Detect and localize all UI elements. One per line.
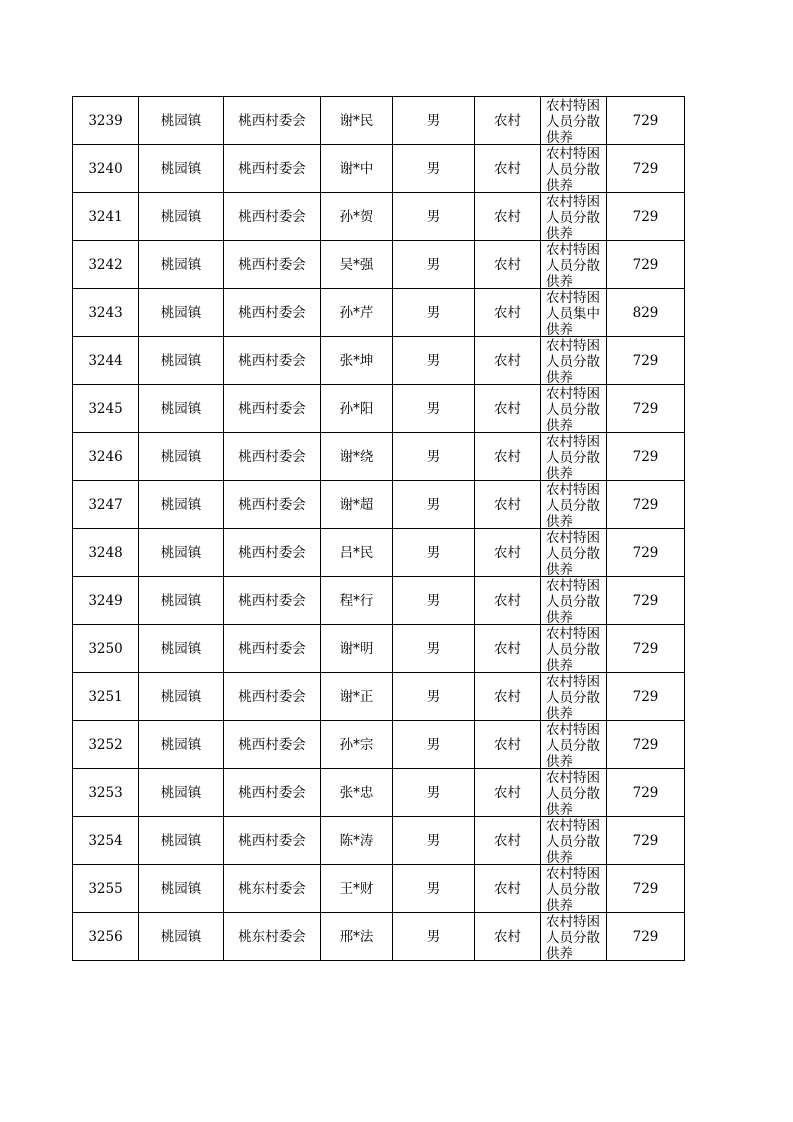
cell-support-category — [541, 721, 607, 769]
table-row — [73, 97, 685, 145]
cell-gender: 男 — [393, 97, 475, 145]
cell-town: 桃园镇 — [139, 721, 224, 769]
cell-village-committee: 桃西村委会 — [224, 433, 321, 481]
table-row — [73, 625, 685, 673]
cell-village-committee: 桃西村委会 — [224, 625, 321, 673]
cell-serial-no: 3248 — [73, 529, 139, 577]
cell-amount: 729 — [607, 673, 685, 721]
cell-gender: 男 — [393, 385, 475, 433]
support-category-text: 农村特困人员分散供养 — [546, 673, 600, 720]
cell-amount: 729 — [607, 385, 685, 433]
cell-support-category — [541, 241, 607, 289]
cell-town: 桃园镇 — [139, 145, 224, 193]
cell-support-category — [541, 97, 607, 145]
cell-support-category — [541, 817, 607, 865]
cell-serial-no: 3254 — [73, 817, 139, 865]
cell-support-category — [541, 865, 607, 913]
cell-amount: 729 — [607, 337, 685, 385]
cell-village-committee: 桃西村委会 — [224, 337, 321, 385]
cell-support-category — [541, 769, 607, 817]
cell-village-committee: 桃西村委会 — [224, 529, 321, 577]
cell-gender: 男 — [393, 145, 475, 193]
beneficiary-table — [72, 96, 685, 961]
cell-serial-no: 3241 — [73, 193, 139, 241]
cell-village-committee: 桃东村委会 — [224, 913, 321, 961]
support-category-text: 农村特困人员分散供养 — [546, 193, 600, 240]
cell-area-type: 农村 — [475, 673, 541, 721]
cell-town: 桃园镇 — [139, 481, 224, 529]
table-row — [73, 337, 685, 385]
cell-gender: 男 — [393, 289, 475, 337]
table-row — [73, 433, 685, 481]
cell-village-committee: 桃西村委会 — [224, 721, 321, 769]
support-category-text: 农村特困人员分散供养 — [546, 817, 600, 864]
cell-amount: 729 — [607, 193, 685, 241]
cell-village-committee: 桃西村委会 — [224, 577, 321, 625]
cell-support-category — [541, 673, 607, 721]
cell-town: 桃园镇 — [139, 289, 224, 337]
cell-amount: 729 — [607, 481, 685, 529]
cell-gender: 男 — [393, 337, 475, 385]
table-body — [73, 97, 685, 961]
cell-amount: 729 — [607, 625, 685, 673]
cell-area-type: 农村 — [475, 145, 541, 193]
cell-area-type: 农村 — [475, 865, 541, 913]
cell-support-category — [541, 385, 607, 433]
cell-area-type: 农村 — [475, 913, 541, 961]
support-category-text: 农村特困人员分散供养 — [546, 433, 600, 480]
cell-area-type: 农村 — [475, 721, 541, 769]
cell-serial-no: 3256 — [73, 913, 139, 961]
cell-village-committee: 桃西村委会 — [224, 481, 321, 529]
cell-name: 谢*民 — [321, 97, 393, 145]
table-row — [73, 577, 685, 625]
table-row — [73, 529, 685, 577]
cell-village-committee: 桃东村委会 — [224, 865, 321, 913]
cell-gender: 男 — [393, 769, 475, 817]
cell-area-type: 农村 — [475, 577, 541, 625]
cell-amount: 729 — [607, 913, 685, 961]
cell-name: 程*行 — [321, 577, 393, 625]
cell-village-committee: 桃西村委会 — [224, 97, 321, 145]
cell-village-committee: 桃西村委会 — [224, 193, 321, 241]
table-row — [73, 865, 685, 913]
cell-support-category — [541, 481, 607, 529]
cell-village-committee: 桃西村委会 — [224, 817, 321, 865]
cell-name: 张*忠 — [321, 769, 393, 817]
cell-name: 孙*芹 — [321, 289, 393, 337]
cell-village-committee: 桃西村委会 — [224, 769, 321, 817]
cell-gender: 男 — [393, 865, 475, 913]
cell-support-category — [541, 337, 607, 385]
cell-support-category — [541, 145, 607, 193]
table-row — [73, 289, 685, 337]
cell-serial-no: 3250 — [73, 625, 139, 673]
support-category-text: 农村特困人员分散供养 — [546, 241, 600, 288]
cell-area-type: 农村 — [475, 289, 541, 337]
cell-name: 孙*阳 — [321, 385, 393, 433]
cell-serial-no: 3244 — [73, 337, 139, 385]
cell-village-committee: 桃西村委会 — [224, 673, 321, 721]
cell-gender: 男 — [393, 625, 475, 673]
cell-amount: 729 — [607, 97, 685, 145]
cell-amount: 729 — [607, 865, 685, 913]
support-category-text: 农村特困人员分散供养 — [546, 145, 600, 192]
cell-gender: 男 — [393, 913, 475, 961]
table-row — [73, 241, 685, 289]
cell-area-type: 农村 — [475, 193, 541, 241]
cell-serial-no: 3246 — [73, 433, 139, 481]
cell-gender: 男 — [393, 577, 475, 625]
table-row — [73, 481, 685, 529]
cell-gender: 男 — [393, 433, 475, 481]
cell-serial-no: 3245 — [73, 385, 139, 433]
cell-amount: 729 — [607, 433, 685, 481]
cell-serial-no: 3253 — [73, 769, 139, 817]
support-category-text: 农村特困人员分散供养 — [546, 97, 600, 144]
cell-support-category — [541, 433, 607, 481]
cell-gender: 男 — [393, 529, 475, 577]
cell-serial-no: 3247 — [73, 481, 139, 529]
support-category-text: 农村特困人员分散供养 — [546, 769, 600, 816]
cell-village-committee: 桃西村委会 — [224, 289, 321, 337]
cell-area-type: 农村 — [475, 481, 541, 529]
cell-amount: 729 — [607, 145, 685, 193]
cell-support-category — [541, 913, 607, 961]
cell-gender: 男 — [393, 817, 475, 865]
cell-gender: 男 — [393, 193, 475, 241]
support-category-text: 农村特困人员分散供养 — [546, 865, 600, 912]
cell-village-committee: 桃西村委会 — [224, 241, 321, 289]
cell-amount: 729 — [607, 529, 685, 577]
cell-serial-no: 3251 — [73, 673, 139, 721]
cell-town: 桃园镇 — [139, 337, 224, 385]
cell-town: 桃园镇 — [139, 97, 224, 145]
cell-name: 孙*贺 — [321, 193, 393, 241]
cell-town: 桃园镇 — [139, 625, 224, 673]
cell-area-type: 农村 — [475, 625, 541, 673]
cell-serial-no: 3242 — [73, 241, 139, 289]
cell-area-type: 农村 — [475, 385, 541, 433]
cell-support-category — [541, 577, 607, 625]
cell-town: 桃园镇 — [139, 241, 224, 289]
cell-gender: 男 — [393, 481, 475, 529]
cell-support-category — [541, 529, 607, 577]
cell-town: 桃园镇 — [139, 673, 224, 721]
cell-amount: 729 — [607, 577, 685, 625]
support-category-text: 农村特困人员分散供养 — [546, 625, 600, 672]
cell-serial-no: 3240 — [73, 145, 139, 193]
cell-amount: 729 — [607, 817, 685, 865]
cell-town: 桃园镇 — [139, 193, 224, 241]
cell-town: 桃园镇 — [139, 769, 224, 817]
cell-village-committee: 桃西村委会 — [224, 145, 321, 193]
cell-name: 王*财 — [321, 865, 393, 913]
cell-amount: 729 — [607, 769, 685, 817]
cell-amount: 729 — [607, 241, 685, 289]
cell-name: 陈*涛 — [321, 817, 393, 865]
cell-serial-no: 3249 — [73, 577, 139, 625]
cell-town: 桃园镇 — [139, 865, 224, 913]
cell-name: 谢*明 — [321, 625, 393, 673]
cell-support-category — [541, 193, 607, 241]
cell-area-type: 农村 — [475, 529, 541, 577]
cell-amount: 729 — [607, 721, 685, 769]
cell-area-type: 农村 — [475, 241, 541, 289]
cell-name: 谢*中 — [321, 145, 393, 193]
cell-name: 吴*强 — [321, 241, 393, 289]
support-category-text: 农村特困人员分散供养 — [546, 529, 600, 576]
table-row — [73, 385, 685, 433]
cell-town: 桃园镇 — [139, 577, 224, 625]
cell-gender: 男 — [393, 673, 475, 721]
cell-name: 张*坤 — [321, 337, 393, 385]
cell-town: 桃园镇 — [139, 529, 224, 577]
cell-amount: 829 — [607, 289, 685, 337]
support-category-text: 农村特困人员分散供养 — [546, 721, 600, 768]
table-row — [73, 193, 685, 241]
table-row — [73, 817, 685, 865]
support-category-text: 农村特困人员分散供养 — [546, 481, 600, 528]
cell-town: 桃园镇 — [139, 385, 224, 433]
table-row — [73, 913, 685, 961]
cell-town: 桃园镇 — [139, 433, 224, 481]
cell-name: 吕*民 — [321, 529, 393, 577]
cell-name: 邢*法 — [321, 913, 393, 961]
cell-village-committee: 桃西村委会 — [224, 385, 321, 433]
cell-area-type: 农村 — [475, 817, 541, 865]
cell-serial-no: 3243 — [73, 289, 139, 337]
support-category-text: 农村特困人员分散供养 — [546, 913, 600, 960]
cell-area-type: 农村 — [475, 769, 541, 817]
cell-serial-no: 3255 — [73, 865, 139, 913]
cell-name: 谢*绕 — [321, 433, 393, 481]
table-row — [73, 769, 685, 817]
cell-support-category — [541, 289, 607, 337]
table-row — [73, 721, 685, 769]
cell-town: 桃园镇 — [139, 913, 224, 961]
support-category-text: 农村特困人员集中供养 — [546, 289, 600, 336]
cell-serial-no: 3252 — [73, 721, 139, 769]
support-category-text: 农村特困人员分散供养 — [546, 337, 600, 384]
cell-name: 谢*超 — [321, 481, 393, 529]
support-category-text: 农村特困人员分散供养 — [546, 577, 600, 624]
cell-town: 桃园镇 — [139, 817, 224, 865]
cell-name: 谢*正 — [321, 673, 393, 721]
support-category-text: 农村特困人员分散供养 — [546, 385, 600, 432]
table-row — [73, 673, 685, 721]
cell-area-type: 农村 — [475, 433, 541, 481]
cell-gender: 男 — [393, 721, 475, 769]
cell-gender: 男 — [393, 241, 475, 289]
cell-support-category — [541, 625, 607, 673]
cell-serial-no: 3239 — [73, 97, 139, 145]
cell-area-type: 农村 — [475, 337, 541, 385]
cell-name: 孙*宗 — [321, 721, 393, 769]
cell-area-type: 农村 — [475, 97, 541, 145]
table-row — [73, 145, 685, 193]
